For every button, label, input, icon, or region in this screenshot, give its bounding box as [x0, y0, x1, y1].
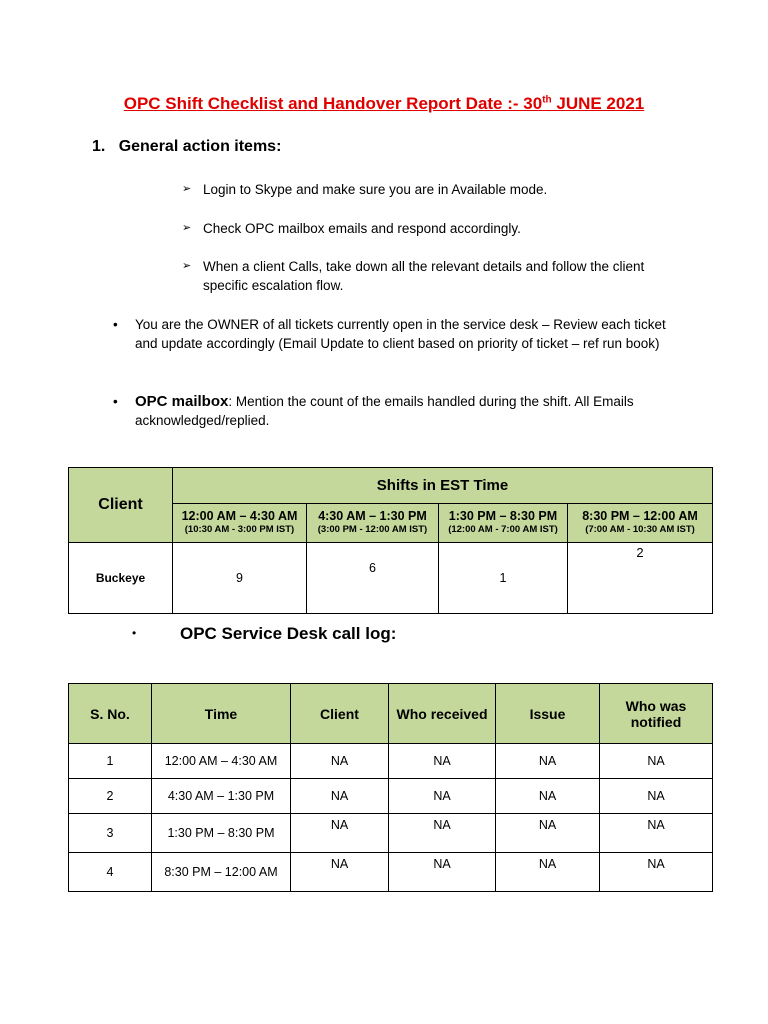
shift-slot: 8:30 PM – 12:00 AM (7:00 AM - 10:30 AM IST): [568, 504, 713, 543]
cell: 1: [69, 744, 152, 779]
col-header: Who was notified: [600, 684, 713, 744]
arrow-bullet-icon: ➢: [182, 222, 192, 234]
table-row: [69, 779, 713, 814]
shift-table: [68, 467, 713, 614]
cell: NA: [389, 814, 496, 853]
table-row: [69, 853, 713, 892]
cell: NA: [496, 853, 600, 892]
col-header: Client: [291, 684, 389, 744]
cell: 4:30 AM – 1:30 PM: [152, 779, 291, 814]
bullet-dot-icon: •: [132, 626, 137, 640]
cell: 12:00 AM – 4:30 AM: [152, 744, 291, 779]
client-name: Buckeye: [69, 543, 173, 614]
arrow-bullet-icon: ➢: [182, 183, 192, 195]
cell: 1:30 PM – 8:30 PM: [152, 814, 291, 853]
shift-slot: 12:00 AM – 4:30 AM (10:30 AM - 3:00 PM IST): [173, 504, 307, 543]
cell: 2: [69, 779, 152, 814]
page-title: OPC Shift Checklist and Handover Report Date :- 30th JUNE 2021: [123, 94, 645, 113]
section-heading-general: 1. General action items:: [92, 138, 282, 155]
cell: NA: [291, 779, 389, 814]
cell: NA: [291, 744, 389, 779]
client-header: Client: [69, 468, 173, 543]
cell: NA: [389, 779, 496, 814]
col-header: Issue: [496, 684, 600, 744]
col-header: Who received: [389, 684, 496, 744]
count-cell: 2: [568, 543, 713, 614]
cell: NA: [291, 853, 389, 892]
shift-slot: 1:30 PM – 8:30 PM (12:00 AM - 7:00 AM IST): [439, 504, 568, 543]
call-log-table: [68, 683, 713, 892]
cell: 3: [69, 814, 152, 853]
cell: NA: [496, 744, 600, 779]
cell: NA: [600, 853, 713, 892]
cell: NA: [600, 814, 713, 853]
cell: NA: [496, 814, 600, 853]
arrow-bullet-icon: ➢: [182, 260, 192, 272]
cell: NA: [600, 744, 713, 779]
count-cell: 1: [439, 543, 568, 614]
count-cell: 6: [307, 543, 439, 614]
shift-slot: 4:30 AM – 1:30 PM (3:00 PM - 12:00 AM IST): [307, 504, 439, 543]
count-cell: 9: [173, 543, 307, 614]
cell: NA: [389, 744, 496, 779]
col-header: S. No.: [69, 684, 152, 744]
bullet-dot-icon: •: [113, 394, 118, 409]
cell: NA: [496, 779, 600, 814]
cell: 4: [69, 853, 152, 892]
table-row: [69, 814, 713, 853]
bullet-dot-icon: •: [113, 317, 118, 332]
table-row: [69, 744, 713, 779]
cell: NA: [389, 853, 496, 892]
cell: NA: [291, 814, 389, 853]
col-header: Time: [152, 684, 291, 744]
cell: 8:30 PM – 12:00 AM: [152, 853, 291, 892]
shifts-header: Shifts in EST Time: [173, 468, 713, 504]
table-row: [69, 543, 713, 614]
cell: NA: [600, 779, 713, 814]
